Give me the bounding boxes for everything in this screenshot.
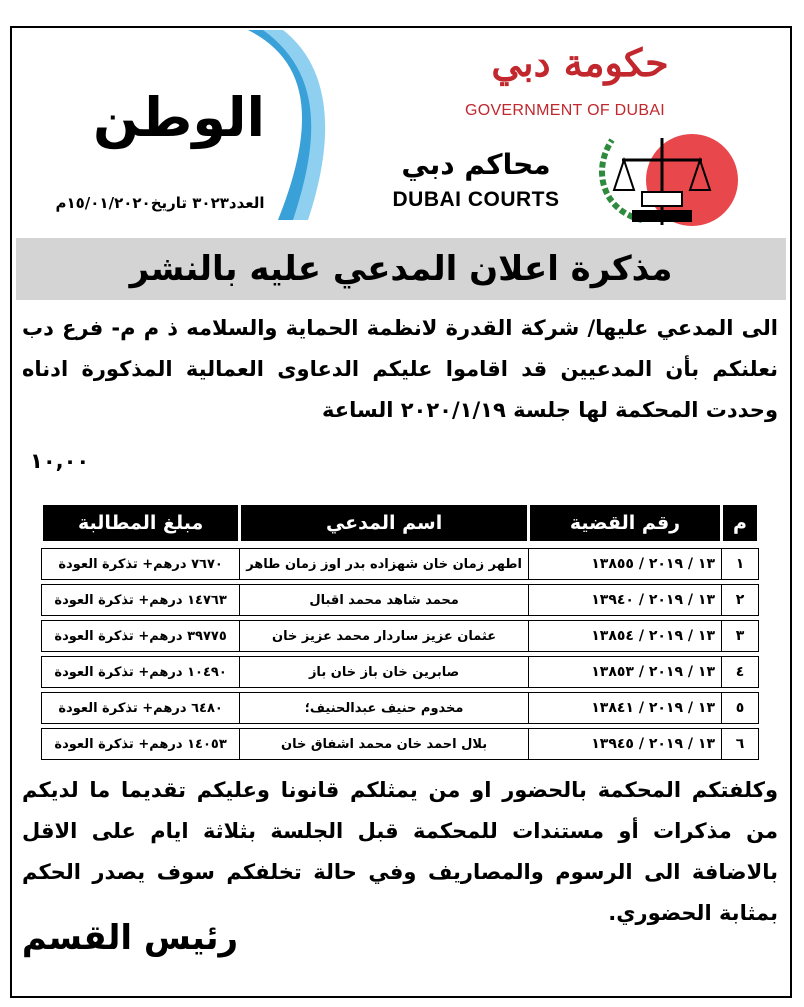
notice-title: مذكرة اعلان المدعي عليه بالنشر [16,238,786,300]
row-name: مخدوم حنيف عبدالحنيف؛ [240,693,529,724]
row-amount: ١٤٧٦٣ درهم+ تذكرة العودة [42,585,240,616]
issue-line: العدد٣٠٢٣ تاريخ١٥/٠١/٢٠٢٠م [55,194,265,212]
table-row [42,657,759,688]
row-case: ١٣ / ٢٠١٩ / ١٣٨٥٤ [529,621,722,652]
row-num: ٣ [722,621,759,652]
government-arabic-logo: حكومة دبي [491,40,669,85]
row-num: ٦ [722,729,759,760]
courts-arabic-label: محاكم دبي [401,148,551,181]
table-row [42,729,759,760]
row-num: ١ [722,549,759,580]
intro-text: الى المدعي عليها/ شركة القدرة لانظمة الحماية والسلامه ذ م م- فرع دب نعلنكم بأن المدعيين قد اقاموا عليكم الدعاوى العمالية المذكورة ادناه وحددت المحكمة لها جلسة ٢٠٢٠/١/١٩ الساعة [22,316,778,422]
row-case: ١٣ / ٢٠١٩ / ١٣٩٤٠ [529,585,722,616]
session-time: ١٠,٠٠ [30,449,90,473]
newspaper-name: الوطن [92,86,266,149]
row-case: ١٣ / ٢٠١٩ / ١٣٨٥٣ [529,657,722,688]
dubai-courts-emblem-icon [582,130,752,230]
table-row [42,621,759,652]
row-name: بلال احمد خان محمد اشفاق خان [240,729,529,760]
row-amount: ١٤٠٥٣ درهم+ تذكرة العودة [42,729,240,760]
row-name: اطهر زمان خان شهزاده بدر اوز زمان طاهر [240,549,529,580]
signature-title: رئيس القسم [21,918,239,958]
col-header-case: رقم القضية [529,504,722,543]
table-row [42,693,759,724]
row-amount: ١٠٤٩٠ درهم+ تذكرة العودة [42,657,240,688]
row-name: صابرين خان باز خان باز [240,657,529,688]
row-case: ١٣ / ٢٠١٩ / ١٣٩٤٥ [529,729,722,760]
row-amount: ٧٦٧٠ درهم+ تذكرة العودة [42,549,240,580]
row-name: محمد شاهد محمد اقبال [240,585,529,616]
government-english-label: GOVERNMENT OF DUBAI [464,102,666,119]
row-num: ٥ [722,693,759,724]
row-num: ٢ [722,585,759,616]
row-case: ١٣ / ٢٠١٩ / ١٣٨٤١ [529,693,722,724]
table-row [42,585,759,616]
courts-english-label: DUBAI COURTS [392,188,560,211]
row-amount: ٣٩٧٧٥ درهم+ تذكرة العودة [42,621,240,652]
claims-table [40,502,760,760]
table-row [42,549,759,580]
closing-paragraph [22,770,778,934]
intro-paragraph [22,308,778,431]
row-num: ٤ [722,657,759,688]
table-header-row [42,504,759,543]
row-case: ١٣ / ٢٠١٩ / ١٣٨٥٥ [529,549,722,580]
row-name: عثمان عزيز ساردار محمد عزيز خان [240,621,529,652]
closing-text: وكلفتكم المحكمة بالحضور او من يمثلكم قانونا وعليكم تقديما ما لديكم من مذكرات أو مستندات للمحكمة قبل الجلسة بثلاثة ايام على الاقل بالاضافة الى الرسوم والمصاريف وفي حالة تخلفكم سوف يصدر الحكم بمثابة الحضوري. [22,778,778,925]
row-amount: ٦٤٨٠ درهم+ تذكرة العودة [42,693,240,724]
col-header-amount: مبلغ المطالبة [42,504,240,543]
col-header-name: اسم المدعي [240,504,529,543]
col-header-num: م [722,504,759,543]
